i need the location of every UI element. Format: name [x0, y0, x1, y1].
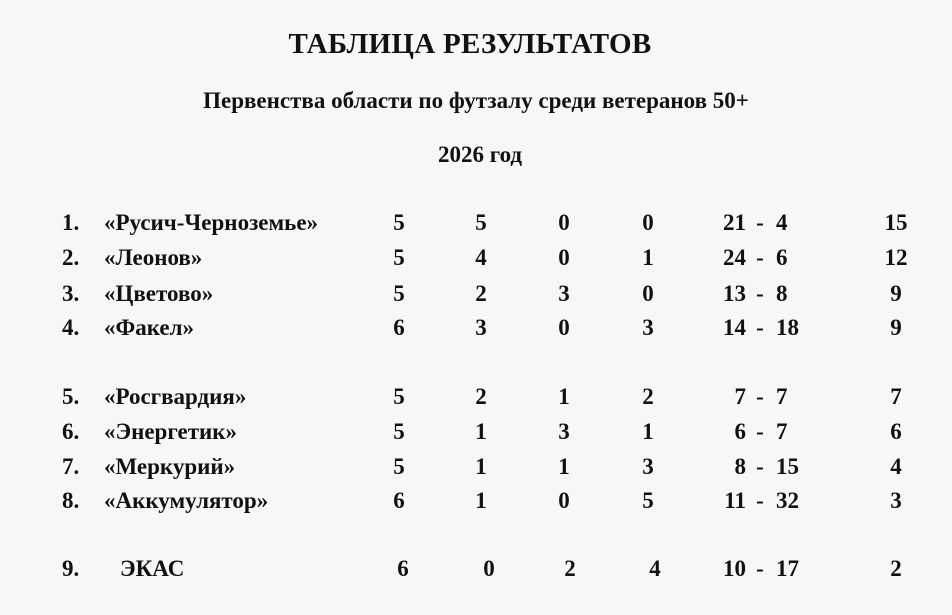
- row-points: 15: [884, 210, 908, 235]
- row-goals-against: 18: [776, 315, 799, 340]
- row-points: 2: [890, 556, 902, 581]
- row-lost: 3: [642, 315, 654, 340]
- row-goals-for: 8: [734, 454, 746, 479]
- row-team: «Аккумулятор»: [104, 488, 269, 513]
- row-goals-against: 4: [776, 210, 788, 235]
- row-points: 9: [890, 315, 902, 340]
- row-drawn: 0: [558, 210, 570, 235]
- row-goals-for: 24: [723, 245, 746, 270]
- row-won: 5: [475, 210, 487, 235]
- row-team: ЭКАС: [120, 556, 185, 581]
- score-separator: -: [756, 454, 764, 479]
- row-goals-for: 14: [723, 315, 746, 340]
- row-points: 3: [890, 488, 902, 513]
- row-drawn: 0: [558, 488, 570, 513]
- row-played: 5: [393, 281, 405, 306]
- row-won: 0: [483, 556, 495, 581]
- row-goals-for: 10: [723, 556, 746, 581]
- table-row: [0, 384, 952, 418]
- table-row: [0, 315, 952, 349]
- row-team: «Русич-Черноземье»: [104, 210, 319, 235]
- row-team: «Энергетик»: [104, 419, 238, 444]
- row-won: 3: [475, 315, 487, 340]
- row-drawn: 0: [558, 245, 570, 270]
- row-played: 5: [393, 384, 405, 409]
- row-lost: 4: [649, 556, 661, 581]
- row-played: 6: [397, 556, 409, 581]
- row-team: «Меркурий»: [104, 454, 236, 479]
- row-goals-for: 6: [734, 419, 746, 444]
- row-lost: 0: [642, 210, 654, 235]
- score-separator: -: [756, 210, 764, 235]
- row-rank: 7.: [62, 454, 80, 479]
- row-goals-against: 6: [776, 245, 788, 270]
- score-separator: -: [756, 419, 764, 444]
- row-goals-for: 21: [723, 210, 746, 235]
- row-goals-against: 32: [776, 488, 799, 513]
- row-won: 1: [475, 419, 487, 444]
- row-rank: 3.: [62, 281, 80, 306]
- row-lost: 5: [642, 488, 654, 513]
- row-goals-for: 13: [723, 281, 746, 306]
- row-drawn: 3: [558, 419, 570, 444]
- row-points: 4: [890, 454, 902, 479]
- table-row: [0, 454, 952, 488]
- row-lost: 1: [642, 419, 654, 444]
- row-goals-against: 7: [776, 384, 788, 409]
- row-rank: 8.: [62, 488, 80, 513]
- document-subtitle: Первенства области по футзалу среди ветеранов 50+: [203, 88, 749, 113]
- row-goals-against: 8: [776, 281, 788, 306]
- row-rank: 2.: [62, 245, 80, 270]
- row-team: «Цветово»: [104, 281, 214, 306]
- row-points: 12: [884, 245, 908, 270]
- row-points: 7: [890, 384, 902, 409]
- row-lost: 2: [642, 384, 654, 409]
- row-goals-for: 11: [724, 488, 746, 513]
- row-goals-against: 17: [776, 556, 799, 581]
- row-lost: 3: [642, 454, 654, 479]
- row-rank: 1.: [62, 210, 80, 235]
- row-played: 5: [393, 210, 405, 235]
- row-played: 5: [393, 419, 405, 444]
- score-separator: -: [756, 245, 764, 270]
- row-played: 6: [393, 488, 405, 513]
- table-row: [0, 210, 952, 244]
- row-rank: 6.: [62, 419, 80, 444]
- table-row: [0, 245, 952, 279]
- row-lost: 1: [642, 245, 654, 270]
- row-won: 2: [475, 281, 487, 306]
- table-row: [0, 488, 952, 522]
- row-played: 5: [393, 245, 405, 270]
- row-team: «Леонов»: [104, 245, 203, 270]
- row-drawn: 3: [558, 281, 570, 306]
- row-drawn: 1: [558, 454, 570, 479]
- document-title: ТАБЛИЦА РЕЗУЛЬТАТОВ: [288, 28, 652, 60]
- document-year: 2026 год: [437, 142, 523, 167]
- row-drawn: 2: [564, 556, 576, 581]
- row-drawn: 1: [558, 384, 570, 409]
- row-points: 6: [890, 419, 902, 444]
- row-rank: 5.: [62, 384, 80, 409]
- row-won: 1: [475, 454, 487, 479]
- row-goals-against: 15: [776, 454, 799, 479]
- row-played: 6: [393, 315, 405, 340]
- score-separator: -: [756, 488, 764, 513]
- score-separator: -: [756, 556, 764, 581]
- row-goals-against: 7: [776, 419, 788, 444]
- score-separator: -: [756, 384, 764, 409]
- row-drawn: 0: [558, 315, 570, 340]
- row-lost: 0: [642, 281, 654, 306]
- score-separator: -: [756, 315, 764, 340]
- row-won: 4: [475, 245, 487, 270]
- table-row: [0, 419, 952, 453]
- row-team: «Факел»: [104, 315, 195, 340]
- row-points: 9: [890, 281, 902, 306]
- row-rank: 4.: [62, 315, 80, 340]
- row-goals-for: 7: [734, 384, 746, 409]
- score-separator: -: [756, 281, 764, 306]
- table-row: [0, 556, 952, 590]
- row-team: «Росгвардия»: [104, 384, 247, 409]
- table-row: [0, 281, 952, 315]
- row-won: 1: [475, 488, 487, 513]
- row-played: 5: [393, 454, 405, 479]
- row-rank: 9.: [62, 556, 80, 581]
- row-won: 2: [475, 384, 487, 409]
